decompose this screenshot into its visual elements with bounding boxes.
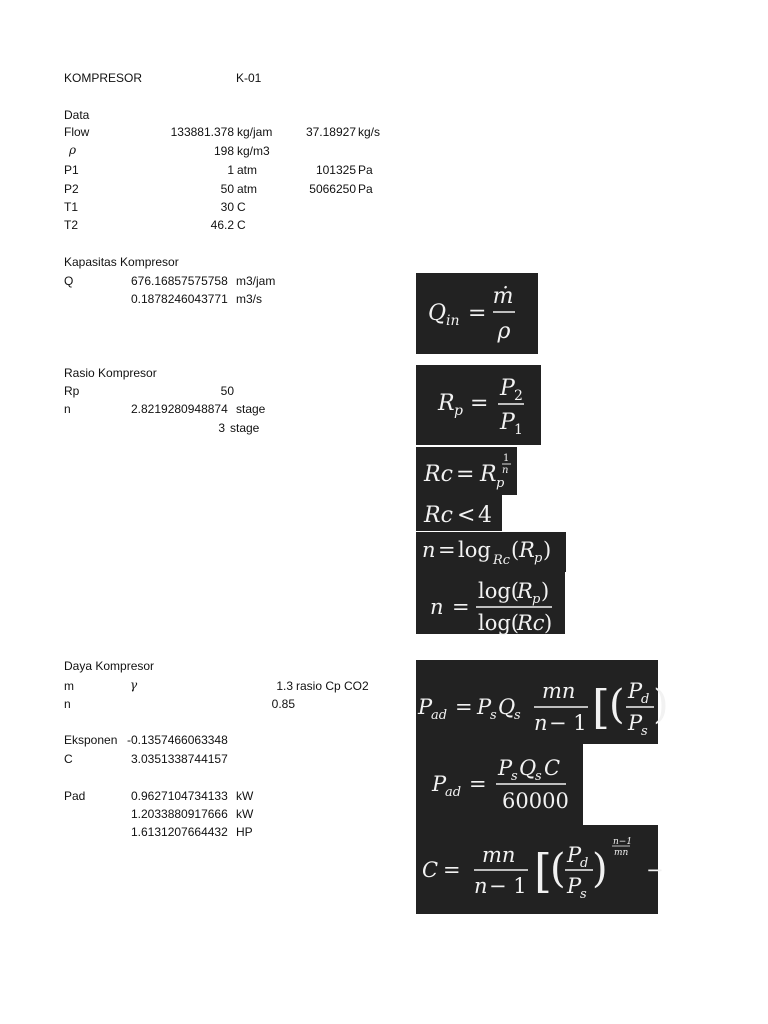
n-eff-value: 0.85 — [271, 697, 295, 711]
svg-text:mn: mn — [482, 843, 516, 867]
p1-value-pa: 101325 — [315, 163, 356, 177]
svg-text:=: = — [452, 595, 470, 619]
q-unit-m3jam: m3/jam — [236, 274, 276, 288]
formula-rp-image — [416, 365, 541, 445]
t1-unit: C — [237, 200, 246, 214]
svg-text:R: R — [438, 391, 455, 416]
svg-text:log(: log( — [478, 579, 519, 603]
eksponen-label: Eksponen — [64, 733, 118, 747]
title: KOMPRESOR — [64, 71, 143, 85]
stage-unit: stage — [230, 421, 260, 435]
pad-value-2: 1.2033880917666 — [131, 807, 228, 821]
svg-text:R: R — [517, 579, 533, 603]
svg-text:[: [ — [592, 680, 610, 734]
svg-text:60000: 60000 — [502, 789, 569, 813]
formula-pad-kw-image — [416, 744, 583, 825]
formula-c-image — [416, 825, 664, 914]
svg-text:[: [ — [534, 844, 552, 898]
pad-unit-3: HP — [236, 825, 253, 839]
svg-text:−: − — [646, 858, 664, 882]
svg-text:P: P — [500, 410, 515, 435]
pad-value-1: 0.9627104734133 — [131, 789, 228, 803]
rp-label: Rp — [64, 384, 80, 398]
n-stage-value: 2.8219280948874 — [131, 402, 228, 416]
svg-text:log(: log( — [478, 611, 519, 635]
svg-text:s: s — [535, 769, 542, 784]
svg-text:p: p — [496, 476, 505, 491]
svg-text:=: = — [438, 538, 456, 562]
svg-text:P: P — [567, 843, 582, 867]
svg-text:P: P — [628, 711, 643, 735]
formula-n-log-image — [416, 532, 566, 572]
t2-value: 46.2 — [210, 218, 234, 232]
svg-text:s: s — [641, 724, 648, 739]
q-label: Q — [64, 274, 74, 288]
flow-value-kgjam: 133881.378 — [170, 125, 234, 139]
svg-text:ad: ad — [445, 785, 462, 800]
svg-text:Q: Q — [428, 301, 447, 326]
svg-text:(: ( — [609, 682, 625, 728]
formula-pad-adiabatic-image — [416, 660, 669, 744]
svg-text:d: d — [580, 856, 589, 871]
rho-unit: kg/m3 — [237, 144, 270, 158]
svg-text:=: = — [456, 462, 475, 487]
svg-text:p: p — [454, 403, 463, 419]
t2-unit: C — [237, 218, 246, 232]
eksponen-value: -0.1357466063348 — [127, 733, 228, 747]
svg-text:<: < — [457, 503, 476, 528]
data-label: Data — [64, 108, 90, 122]
svg-text:in: in — [446, 313, 460, 329]
svg-text:P: P — [498, 756, 513, 780]
n-eff-label: n — [64, 697, 71, 711]
c-value: 3.0351338744157 — [131, 752, 228, 766]
kapasitas-label: Kapasitas Kompresor — [64, 255, 179, 269]
svg-text:2: 2 — [514, 388, 523, 404]
p2-unit-pa: Pa — [358, 182, 373, 196]
svg-text:s: s — [511, 769, 518, 784]
pad-label: Pad — [64, 789, 86, 803]
svg-text:4: 4 — [478, 503, 492, 528]
p1-unit-atm: atm — [237, 163, 258, 177]
gamma-value: 1.3 — [276, 679, 293, 693]
n-stage-unit: stage — [236, 402, 266, 416]
svg-text:=: = — [470, 391, 489, 416]
svg-text:n: n — [474, 874, 488, 898]
svg-text:(: ( — [511, 538, 520, 562]
p1-value-atm: 1 — [227, 163, 234, 177]
flow-value-kgs: 37.18927 — [305, 125, 356, 139]
svg-text:n: n — [502, 465, 509, 476]
svg-text:): ) — [544, 611, 553, 635]
p2-value-atm: 50 — [220, 182, 234, 196]
svg-text:=: = — [443, 858, 461, 882]
svg-text:1: 1 — [514, 422, 523, 438]
svg-text:log: log — [458, 538, 491, 562]
svg-text:− 1: − 1 — [489, 874, 527, 898]
svg-text:P: P — [477, 695, 492, 719]
svg-text:=: = — [469, 772, 487, 796]
t1-label: T1 — [64, 200, 79, 214]
svg-text:Rc: Rc — [424, 462, 453, 487]
p1-unit-pa: Pa — [358, 163, 373, 177]
rho-label: ρ — [69, 143, 77, 157]
svg-text:C: C — [544, 756, 561, 780]
t2-label: T2 — [64, 218, 79, 232]
svg-text:): ) — [541, 579, 550, 603]
svg-text:mn: mn — [614, 848, 629, 858]
svg-text:ad: ad — [431, 708, 448, 723]
p2-label: P2 — [64, 182, 79, 196]
svg-text:mn: mn — [542, 679, 576, 703]
svg-text:s: s — [514, 708, 521, 723]
svg-text:d: d — [641, 692, 650, 707]
svg-text:Q: Q — [519, 756, 537, 780]
t1-value: 30 — [220, 200, 234, 214]
equipment-code: K-01 — [236, 71, 262, 85]
formula-rc-image — [416, 447, 517, 495]
svg-text:ṁ: ṁ — [492, 284, 514, 309]
flow-label: Flow — [64, 125, 90, 139]
rasio-label: Rasio Kompresor — [64, 366, 157, 380]
gamma-note: rasio Cp CO2 — [296, 679, 369, 693]
svg-text:Q: Q — [498, 695, 516, 719]
svg-text:Rc: Rc — [493, 553, 511, 568]
svg-text:n: n — [430, 595, 444, 619]
svg-text:1: 1 — [503, 453, 510, 464]
svg-text:P: P — [500, 376, 515, 401]
m-label: m — [64, 679, 74, 693]
rho-value: 198 — [213, 144, 234, 158]
q-value-m3jam: 676.16857575758 — [131, 274, 228, 288]
svg-text:): ) — [543, 538, 552, 562]
pad-unit-2: kW — [236, 807, 254, 821]
formula-rc-limit-image — [416, 495, 502, 531]
pad-unit-1: kW — [236, 789, 254, 803]
p2-value-pa: 5066250 — [309, 182, 356, 196]
svg-text:(: ( — [550, 846, 566, 892]
c-label: C — [64, 752, 73, 766]
svg-text:n−1: n−1 — [613, 837, 633, 847]
svg-text:s: s — [490, 708, 497, 723]
svg-text:s: s — [580, 887, 587, 902]
p2-unit-atm: atm — [237, 182, 258, 196]
daya-label: Daya Kompresor — [64, 659, 155, 673]
svg-text:ρ: ρ — [497, 319, 511, 344]
svg-text:=: = — [455, 695, 473, 719]
svg-text:=: = — [468, 301, 487, 326]
pad-value-3: 1.6131207664432 — [131, 825, 228, 839]
q-unit-m3s: m3/s — [236, 292, 263, 306]
svg-text:P: P — [432, 772, 447, 796]
svg-text:n: n — [534, 711, 548, 735]
q-value-m3s: 0.1878246043771 — [131, 292, 228, 306]
formula-n-ratio-image — [416, 572, 565, 634]
stage-value: 3 — [218, 421, 225, 435]
svg-text:Rc: Rc — [424, 503, 453, 528]
flow-unit-kgs: kg/s — [358, 125, 381, 139]
svg-text:n: n — [422, 538, 436, 562]
formula-q-in-image — [416, 273, 538, 354]
gamma-label: γ — [130, 678, 138, 692]
svg-text:P: P — [567, 874, 582, 898]
svg-text:R: R — [480, 462, 497, 487]
svg-text:): ) — [592, 846, 608, 892]
svg-text:C: C — [422, 858, 439, 882]
svg-text:): ) — [653, 682, 669, 728]
svg-text:P: P — [628, 679, 643, 703]
svg-text:R: R — [519, 538, 535, 562]
svg-text:− 1: − 1 — [549, 711, 587, 735]
rp-value: 50 — [220, 384, 234, 398]
flow-unit-kgjam: kg/jam — [237, 125, 273, 139]
svg-text:p: p — [532, 592, 541, 607]
svg-text:Rc: Rc — [517, 611, 545, 635]
p1-label: P1 — [64, 163, 79, 177]
svg-text:p: p — [534, 551, 543, 566]
svg-text:P: P — [418, 695, 433, 719]
n-stage-label: n — [64, 402, 71, 416]
